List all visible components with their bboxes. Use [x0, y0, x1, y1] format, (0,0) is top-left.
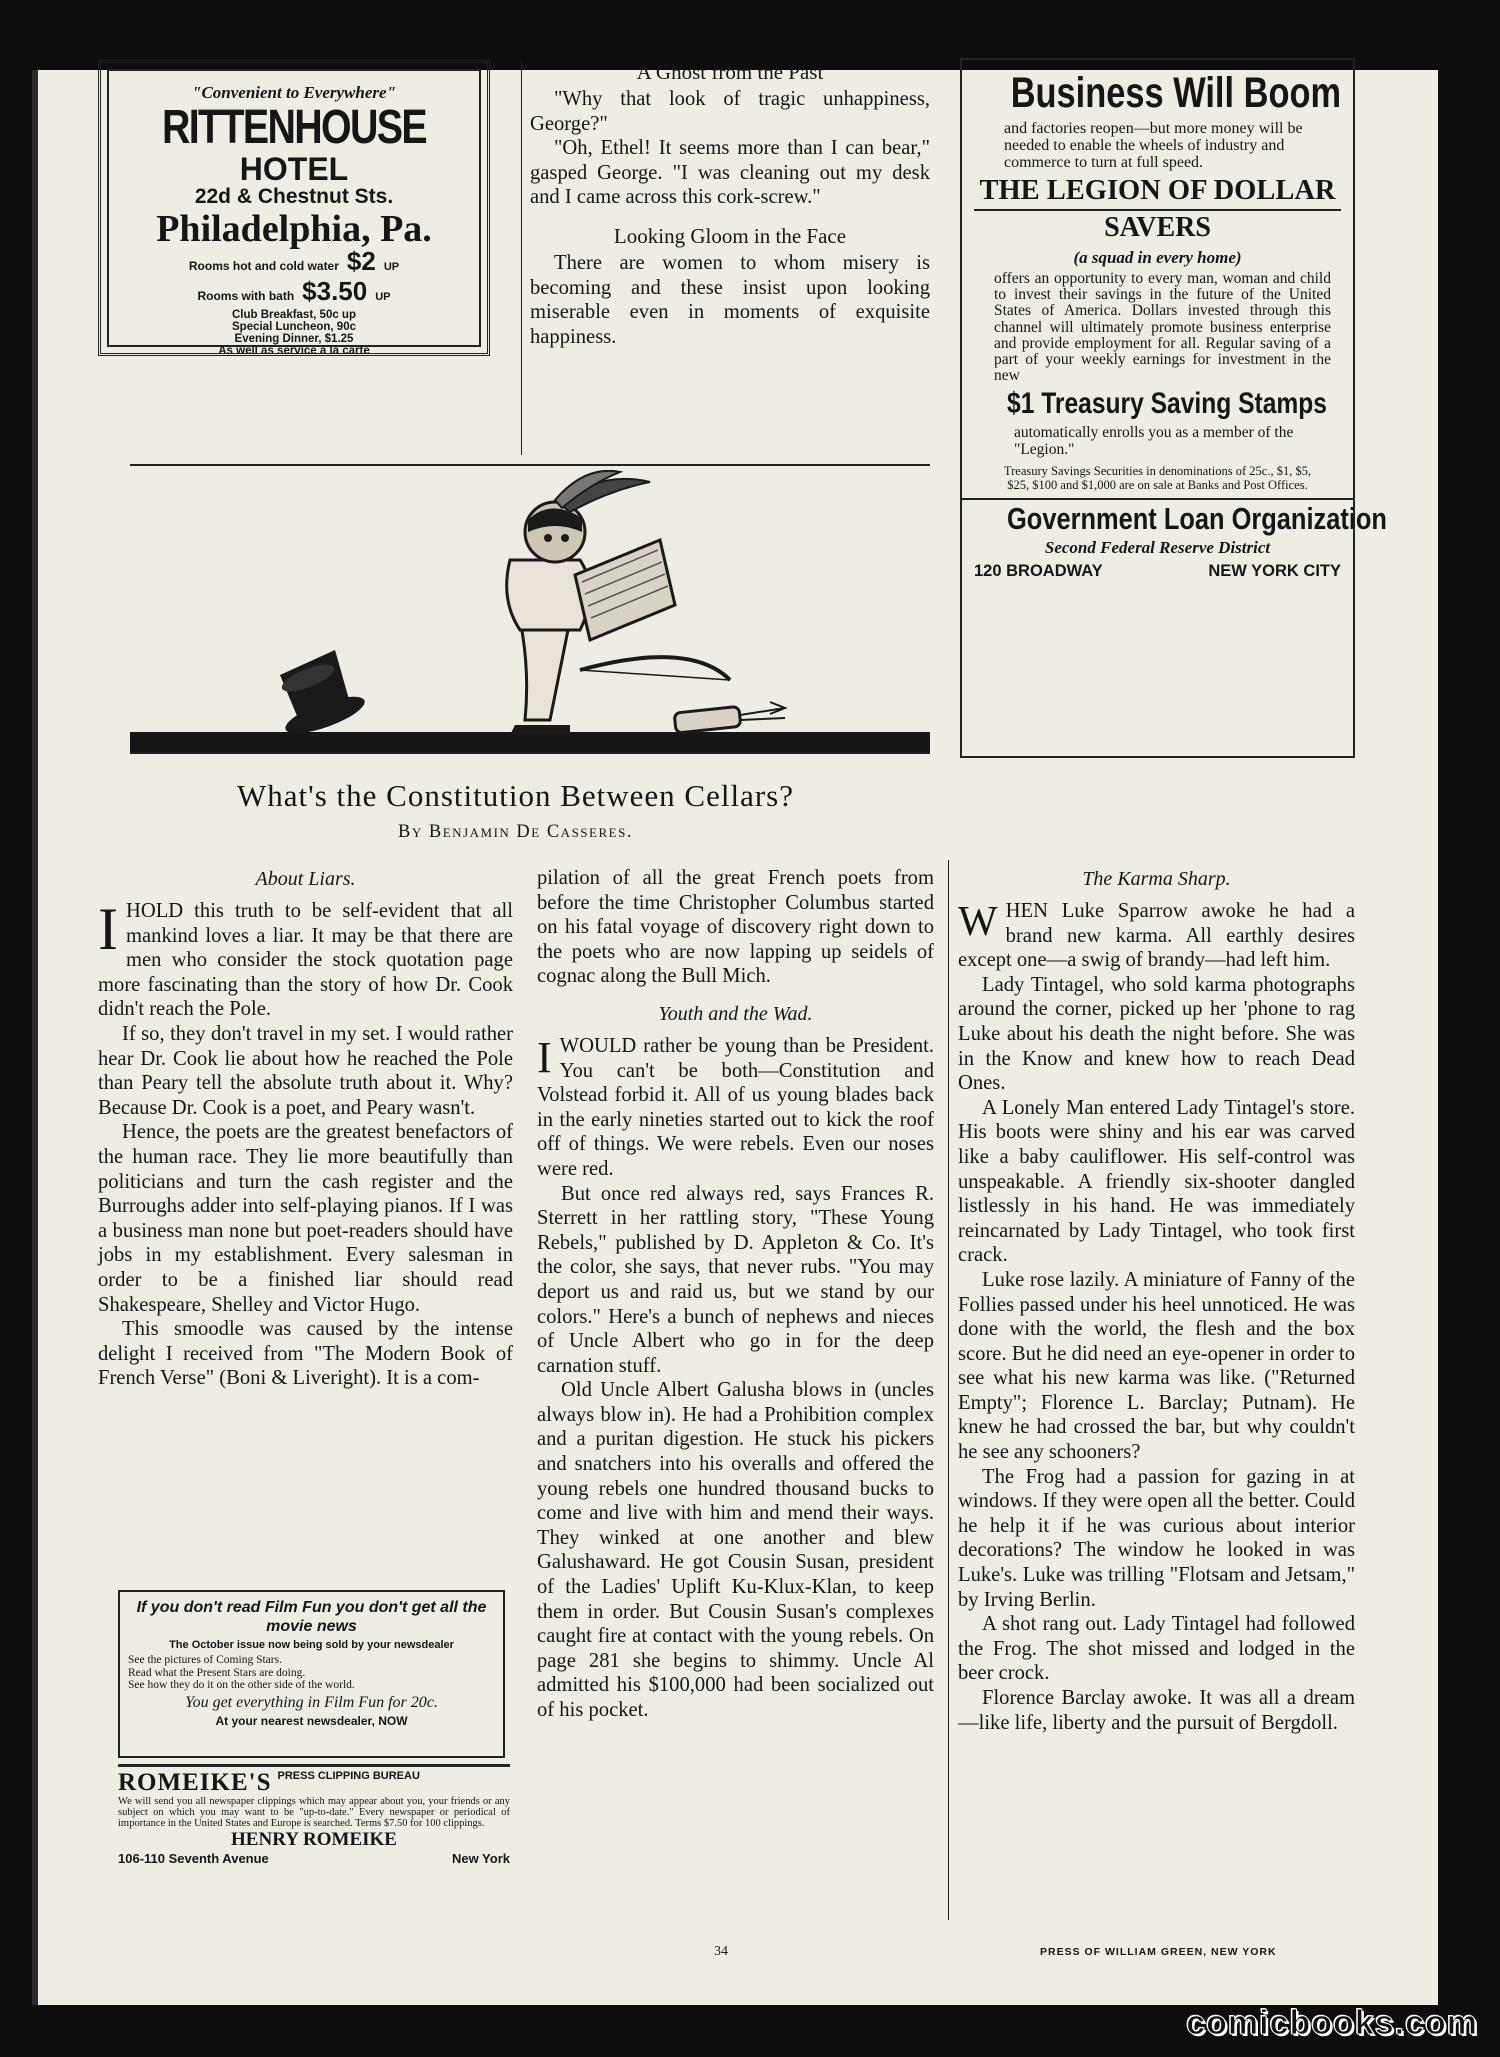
rate-price: $3.50	[302, 276, 368, 306]
film-line: See the pictures of Coming Stars.	[128, 1654, 282, 1666]
hotel-street: 22d & Chestnut Sts.	[194, 185, 394, 208]
horizontal-rule	[130, 752, 930, 754]
article-paragraph: Luke rose lazily. A miniature of Fanny of the Follies passed under his heel unnoticed. He was done with the world, the flesh and the box score. But he did need an eye-opener in order to see what his new karma was like. ("Returned Empty"; Florence L. Barclay; Putnam). He knew he had crossed the bar, but why couldn't he see any schooners?	[958, 1268, 1355, 1464]
article-paragraph: WOULD rather be young than be President. You can't be both—Constitution and Volstead forbid it. All of us young blades back in the early nineties started out to kick the roof off of things. We were rebels. Even our noses were red.	[537, 1034, 934, 1180]
article-paragraph: A shot rang out. Lady Tintagel had followed the Frog. The shot missed and lodged in the beer crock.	[958, 1613, 1355, 1685]
article-paragraph: HOLD this truth to be self-evident that all mankind loves a liar. It may be that there are men who consider the stock quotation page more fascinating than the story of how Dr. Cook didn't reach the Pole.	[98, 900, 513, 1021]
hotel-word: HOTEL	[239, 151, 349, 187]
article-paragraph: HEN Luke Sparrow awoke he had a brand new karma. All earthly desires except one—a swig of brandy—had left him.	[958, 900, 1355, 972]
hotel-name: RITTENHOUSE	[161, 101, 427, 154]
romeike-fine-print: We will send you all newspaper clippings which may appear about you, your friends or any subject on which you may want to be "up-to-date." Every newspaper or periodical of importance in the United States and Europe is searched. Terms $7.50 for 100 clippings.	[118, 1796, 510, 1829]
article-paragraph: pilation of all the great French poets from before the time Christopher Columbus started on his fatal voyage of discovery right down to the poets who are now lapping up seidels of cognac along the Bull Mich.	[537, 867, 934, 988]
rate-row	[109, 276, 479, 309]
section-heading: Youth and the Wad.	[658, 1002, 813, 1025]
ad-city: NEW YORK CITY	[1208, 562, 1341, 581]
film-nearest: At your nearest newsdealer, NOW	[215, 1713, 408, 1728]
film-line: Read what the Present Stars are doing.	[128, 1666, 306, 1679]
romeike-press-clipping-ad	[118, 1770, 510, 1866]
page-number: 34	[714, 1944, 728, 1959]
film-october: The October issue now being sold by your newsdealer	[169, 1639, 454, 1651]
top-hat-icon	[279, 650, 369, 741]
column-divider	[948, 860, 949, 1920]
article-column-3	[958, 862, 1355, 1735]
denominations-text: Treasury Savings Securities in denominations of 25c., $1, $5, $25, $100 and $1,000 are on sale at Banks and Post Offices.	[1003, 464, 1312, 493]
ad-body: offers an opportunity to every man, woman and child to invest their savings in the future of the United States of America. Dollars invested through this channel will ultimately promote business enterprise and provide employment for all. Regular saving of a part of your weekly earnings for investment in the new	[994, 270, 1331, 385]
romeike-name: ROMEIKE'S	[118, 1769, 272, 1796]
horizontal-rule	[130, 464, 930, 466]
article-paragraph: Hence, the poets are the greatest benefactors of the human race. They lie more beautifully than politicians and turn the cash register and the Burroughs adder into self-playing pianos. If I was a business man none but poet-readers should have jobs in my establishment. Every salesman in order to be a finished liar should read Shakespeare, Shelley and Victor Hugo.	[98, 1121, 513, 1316]
horizontal-rule	[118, 1764, 510, 1767]
article-paragraph: This smoodle was caused by the intense delight I received from "The Modern Book of French Verse" (Boni & Liveright). It is a com-	[98, 1318, 513, 1390]
meal-line: Club Breakfast, 50c up	[232, 309, 356, 321]
article-paragraph: Old Uncle Albert Galusha blows in (uncles always blow in). He had a Prohibition complex and a puritan digestion. He stuck his pickers and snatchers into his overalls and offered the young rebels one hundred thousand bucks to come and live with him and mend their ways. They winked at one another and blew Galushaward. He got Cousin Susan, president of the Ladies' Uplift Ku-Klux-Klan, to keep them in order. But Cousin Susan's complexes caught fire at contact with the young rebels. On page 281 she begins to shimmy. Uncle Al admitted his $100,000 had been socialized out of his pocket.	[537, 1379, 934, 1721]
savers-heading: SAVERS	[1104, 212, 1211, 243]
romeike-bureau: PRESS CLIPPING BUREAU	[277, 1770, 420, 1782]
quiver-icon	[674, 702, 785, 733]
meal-line: As well as service a la carte	[218, 345, 370, 357]
romeike-city: New York	[451, 1851, 510, 1866]
column-divider	[521, 60, 522, 455]
jokes-column	[530, 60, 930, 349]
drop-cap: I	[98, 896, 118, 962]
legion-heading: THE LEGION OF DOLLAR	[974, 175, 1341, 211]
rate-label: Rooms hot and cold water	[188, 259, 339, 273]
meal-line: Special Luncheon, 90c	[232, 321, 356, 333]
ad-address: 120 BROADWAY	[974, 562, 1103, 581]
romeike-address: 106-110 Seventh Avenue	[118, 1851, 269, 1866]
romeike-henry: HENRY ROMEIKE	[231, 1829, 397, 1850]
district-line: Second Federal Reserve District	[1044, 538, 1271, 558]
section-heading: About Liars.	[255, 868, 356, 890]
article-column-1	[98, 862, 513, 1391]
ad-address-row	[974, 558, 1341, 581]
enrolls-text: automatically enrolls you as a member of the "Legion."	[1014, 424, 1294, 459]
joke-paragraph: "Oh, Ethel! It seems more than I can bear," gasped George. "I was cleaning out my desk and I came across this cork-screw."	[530, 137, 930, 209]
romeike-address-row	[118, 1851, 510, 1866]
joke-heading: A Ghost from the Past	[636, 60, 824, 84]
rittenhouse-hotel-ad	[98, 60, 490, 356]
rate-up: UP	[375, 291, 391, 303]
meal-line: Evening Dinner, $1.25	[234, 333, 354, 345]
film-line: See how they do it on the other side of the world.	[128, 1679, 355, 1691]
article-paragraph: The Frog had a passion for gazing in at windows. If they were open all the better. Could he help it if he was curious about interior decorations? The window he looked in was Luke's. Luke was trilling "Flotsam and Jetsam," by Irving Berlin.	[958, 1465, 1355, 1611]
treasury-savings-ad	[960, 58, 1387, 758]
drop-cap: I	[537, 1032, 552, 1082]
section-heading: The Karma Sharp.	[1082, 868, 1231, 890]
hotel-city: Philadelphia, Pa.	[156, 208, 432, 250]
film-fun-ad	[118, 1590, 505, 1758]
stamps-heading: $1 Treasury Saving Stamps	[1007, 387, 1327, 421]
article-paragraph: If so, they don't travel in my set. I would rather hear Dr. Cook lie about how he reached the Pole than Peary tell the absolute truth about it. Why? Because Dr. Cook is a poet, and Peary wasn't.	[98, 1022, 513, 1119]
rate-row	[109, 246, 479, 279]
book-icon	[575, 540, 675, 640]
article-paragraph: But once red always red, says Frances R. Sterrett in her rattling story, "These Young Rebels," published by D. Appleton & Co. It's the color, she says, that never rubs. "You may deport us and raid us, but we stand by our colors." Here's a bunch of nephews and nieces of Uncle Albert who go in for the deep carnation stuff.	[537, 1182, 934, 1377]
squad-line: (a squad in every home)	[1073, 248, 1242, 267]
ad-tagline: "Convenient to Everywhere"	[192, 83, 396, 102]
drop-cap: W	[958, 899, 998, 945]
article-paragraph: A Lonely Man entered Lady Tintagel's store. His boots were shiny and his ear was carved like a baby cauliflower. His self-control was unspeakable. A friendly six-shooter dangled listlessly in his hand. He was immediately reincarnated by Lady Tintagel, who took first crack.	[958, 1096, 1355, 1267]
joke-paragraph: "Why that look of tragic unhappiness, George?"	[530, 88, 930, 135]
film-headline: If you don't read Film Fun you don't get all the movie news	[136, 1599, 487, 1635]
joke-paragraph: There are women to whom misery is becoming and these insist upon looking miserable even in moments of exquisite happiness.	[530, 251, 930, 348]
ad-intro: and factories reopen—but more money will be needed to enable the wheels of industry and commerce to turn at full speed.	[1004, 120, 1303, 171]
rate-label: Rooms with bath	[197, 289, 295, 303]
joke-heading: Looking Gloom in the Face	[613, 223, 847, 248]
article-paragraph: Lady Tintagel, who sold karma photographs around the corner, picked up her 'phone to rag Luke about his death the night before. She was in the Know and knew how to reach Dead Ones.	[958, 973, 1355, 1095]
rate-up: UP	[383, 261, 400, 273]
indian-reading-book-illustration	[130, 470, 930, 752]
article-title: What's the Constitution Between Cellars?	[237, 778, 794, 813]
ad-headline: Business Will Boom	[1010, 69, 1342, 117]
gov-heading: Government Loan Organization	[1007, 501, 1387, 537]
article-column-2	[537, 866, 934, 1723]
bow-icon	[580, 657, 730, 680]
film-price-line: You get everything in Film Fun for 20c.	[185, 1693, 438, 1711]
article-paragraph: Florence Barclay awoke. It was all a dream—like life, liberty and the pursuit of Bergdoll.	[958, 1687, 1355, 1734]
article-byline: By Benjamin De Casseres.	[398, 822, 633, 842]
rate-price: $2	[346, 246, 376, 276]
printer-credit: PRESS OF WILLIAM GREEN, NEW YORK	[1040, 1946, 1277, 1958]
site-watermark: comicbooks.com	[1186, 2004, 1478, 2042]
